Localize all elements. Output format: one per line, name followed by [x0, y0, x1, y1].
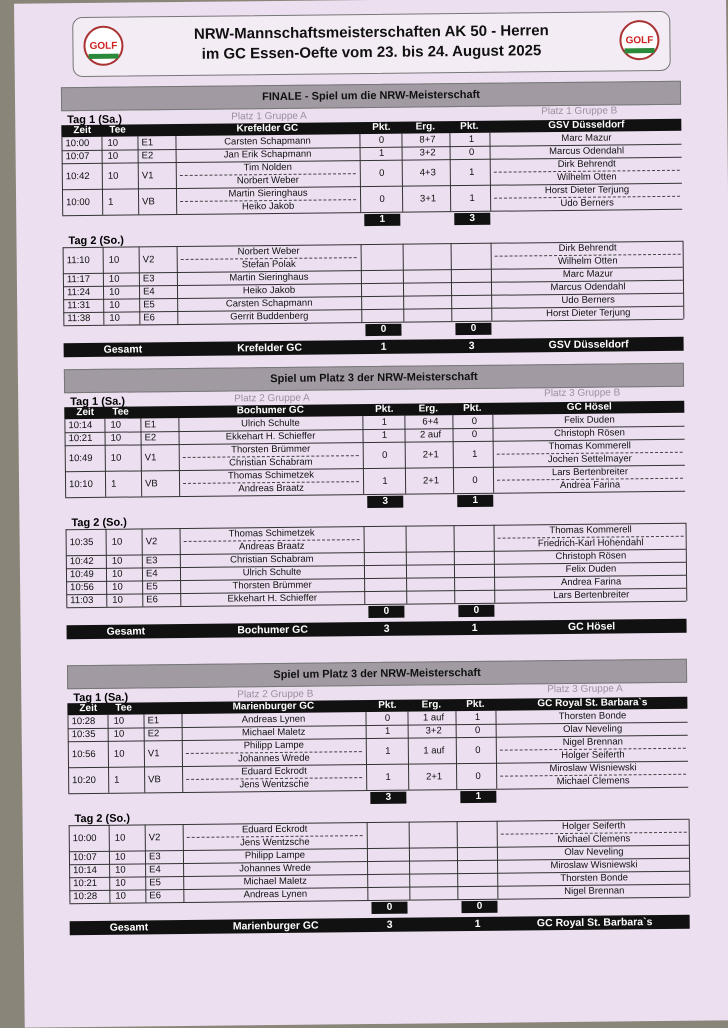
- match-time: 10:00: [65, 137, 90, 150]
- left-player: Philipp Lampe: [244, 849, 306, 862]
- gesamt-right-team: GC Royal St. Barbara`s: [536, 916, 653, 930]
- gesamt-label: Gesamt: [109, 921, 149, 934]
- match-result: 8+7: [419, 134, 436, 146]
- day2-label: Tag 2 (So.): [74, 812, 131, 826]
- game-type: VB: [144, 477, 158, 489]
- zeit-header: Zeit: [73, 124, 92, 137]
- match-section: [61, 81, 684, 357]
- left-team-name: Krefelder GC: [236, 122, 299, 135]
- tee-number: 10: [113, 715, 125, 727]
- match-time: 10:07: [65, 150, 90, 163]
- gesamt-bar: [67, 619, 687, 639]
- left-player: Ulrich Schulte: [241, 417, 300, 430]
- left-points: 0: [378, 134, 385, 146]
- match-result: 1 auf: [422, 712, 445, 724]
- right-player: Marcus Odendahl: [549, 145, 625, 158]
- left-player: Michael Maletz: [241, 726, 306, 739]
- tee-number: 10: [111, 568, 123, 580]
- gesamt-left-team: Marienburger GC: [232, 919, 319, 933]
- logo-text: GOLF: [625, 35, 654, 47]
- right-player: Friedrich-Karl Hohendahl: [537, 537, 644, 550]
- day2-left-total: 0: [365, 324, 401, 336]
- tee-number: 10: [115, 864, 126, 876]
- game-type: E5: [149, 877, 161, 889]
- day2-left-total: 0: [371, 902, 407, 914]
- right-player: Lars Bertenbreiter: [551, 466, 629, 479]
- column-divider: [359, 134, 361, 212]
- right-player: Thomas Kommerell: [548, 440, 631, 453]
- match-time: 11:24: [66, 286, 91, 299]
- game-type: E3: [145, 555, 158, 567]
- tee-number: 10: [114, 832, 126, 844]
- right-points: 0: [468, 146, 475, 158]
- left-points: 0: [382, 449, 388, 461]
- left-points: 1: [385, 771, 391, 783]
- match-result: 2+1: [422, 474, 440, 486]
- match-time: 10:10: [68, 478, 93, 490]
- left-player: Johannes Wrede: [239, 862, 311, 875]
- day2-left-total: 0: [368, 606, 404, 618]
- match-time: 11:31: [67, 299, 91, 312]
- tee-number: 10: [114, 851, 126, 863]
- right-player: Lars Bertenbreiter: [553, 589, 630, 602]
- right-points: 0: [471, 428, 478, 440]
- game-type: E3: [142, 273, 155, 285]
- day1-left-total: 3: [370, 792, 406, 804]
- tee-number: 10: [108, 286, 120, 298]
- right-player: Dirk Behrendt: [558, 242, 617, 255]
- left-player: Ekkehart H. Schieffer: [225, 430, 316, 443]
- tee-number: 10: [115, 890, 127, 902]
- right-points: 1: [472, 448, 478, 460]
- right-player: Olav Neveling: [564, 846, 624, 859]
- right-player: Marc Mazur: [561, 132, 612, 145]
- left-points: 0: [384, 712, 391, 724]
- right-player: Horst Dieter Terjung: [544, 184, 630, 197]
- left-player: Thomas Schimetzek: [228, 527, 315, 540]
- day1-right-total: 3: [454, 213, 490, 225]
- column-divider: [137, 136, 139, 214]
- zeit-header: Zeit: [79, 702, 98, 715]
- column-divider: [683, 241, 685, 319]
- column-divider: [143, 714, 145, 792]
- match-result: 1 auf: [423, 744, 445, 756]
- game-type: E1: [147, 715, 160, 727]
- right-player: Olav Neveling: [563, 723, 623, 736]
- right-player: Michael Clemens: [557, 833, 631, 846]
- column-divider: [362, 416, 364, 494]
- tee-number: 10: [110, 432, 122, 444]
- column-divider: [107, 715, 109, 793]
- game-type: E4: [142, 286, 155, 298]
- left-points: 1: [385, 745, 391, 757]
- day1-right-total: 1: [460, 791, 496, 803]
- tee-number: 10: [111, 536, 123, 548]
- right-points: 0: [475, 744, 481, 756]
- match-result: 3+2: [425, 725, 442, 737]
- right-player: Felix Duden: [565, 563, 617, 575]
- left-points: 1: [378, 147, 385, 159]
- right-player: Thorsten Bonde: [558, 710, 627, 723]
- erg-header: Erg.: [421, 699, 442, 711]
- right-player: Michael Clemens: [556, 775, 630, 788]
- left-player: Martin Sieringhaus: [228, 187, 308, 200]
- left-player: Johannes Wrede: [238, 752, 310, 765]
- right-pkt-header: Pkt.: [460, 120, 479, 133]
- left-pkt-header: Pkt.: [372, 121, 391, 133]
- erg-header: Erg.: [415, 121, 436, 133]
- game-type: E2: [141, 150, 154, 162]
- column-divider: [104, 419, 106, 497]
- gesamt-right-team: GSV Düsseldorf: [548, 338, 629, 352]
- tee-number: 10: [113, 748, 125, 760]
- column-divider: [489, 133, 491, 211]
- column-divider: [140, 418, 142, 496]
- match-time: 10:56: [71, 748, 96, 760]
- right-player: Wilhelm Otten: [556, 171, 617, 184]
- day1-left-total: 1: [364, 214, 400, 226]
- left-seed: Platz 2 Gruppe B: [237, 688, 314, 701]
- tee-number: 1: [114, 774, 120, 786]
- left-player: Andreas Lynen: [241, 713, 306, 726]
- right-player: Andrea Farina: [560, 576, 622, 589]
- match-result: 2+1: [422, 448, 439, 460]
- divider: [67, 715, 69, 793]
- right-player: Miroslaw Wisniewski: [550, 859, 638, 872]
- right-points: 1: [469, 192, 475, 204]
- right-pkt-header: Pkt.: [463, 402, 482, 415]
- right-player: Holger Seiferth: [561, 820, 626, 833]
- left-player: Andreas Braatz: [238, 482, 304, 495]
- match-time: 10:20: [72, 774, 96, 786]
- day2-right-total: 0: [461, 901, 497, 913]
- column-divider: [178, 418, 180, 496]
- game-type: VB: [148, 773, 161, 785]
- match-time: 10:35: [71, 728, 96, 741]
- right-seed: Platz 3 Gruppe B: [544, 387, 621, 400]
- sheet-header: [72, 11, 671, 77]
- gesamt-left-score: 3: [383, 622, 390, 635]
- gesamt-right-score: 1: [474, 917, 481, 930]
- right-player: Jochen Settelmayer: [547, 453, 632, 466]
- match-time: 10:35: [69, 536, 94, 548]
- game-type: V2: [142, 253, 155, 265]
- gesamt-label: Gesamt: [103, 343, 143, 356]
- left-pkt-header: Pkt.: [375, 403, 394, 415]
- left-player: Heiko Jakob: [242, 284, 296, 297]
- tee-number: 10: [112, 594, 123, 606]
- left-player: Michael Maletz: [243, 875, 307, 888]
- match-time: 10:49: [69, 568, 94, 581]
- title-line-1: NRW-Mannschaftsmeisterschaften AK 50 - Herren: [193, 22, 549, 43]
- column-divider: [492, 415, 494, 493]
- game-type: V1: [147, 747, 160, 759]
- left-player: Norbert Weber: [236, 174, 300, 187]
- right-player: Felix Duden: [563, 414, 615, 426]
- tee-header: Tee: [109, 124, 126, 136]
- logo-band: [625, 48, 655, 53]
- left-player: Andreas Lynen: [243, 888, 308, 901]
- left-player: Ulrich Schulte: [242, 566, 302, 579]
- tee-number: 10: [109, 299, 120, 311]
- right-player: Nigel Brennan: [562, 736, 623, 749]
- right-team-name: GC Royal St. Barbara`s: [537, 697, 648, 710]
- left-player: Eduard Eckrodt: [241, 823, 308, 836]
- right-player: Wilhelm Otten: [557, 255, 618, 268]
- tee-number: 10: [111, 555, 123, 567]
- left-seed: Platz 1 Gruppe A: [231, 110, 307, 123]
- gesamt-left-team: Krefelder GC: [237, 341, 303, 355]
- left-team-name: Marienburger GC: [232, 700, 315, 713]
- game-type: VB: [142, 195, 155, 207]
- left-points: 0: [379, 167, 385, 179]
- column-divider: [455, 711, 457, 789]
- day2-label: Tag 2 (So.): [71, 516, 127, 530]
- column-divider: [407, 712, 409, 790]
- match-time: 10:28: [71, 715, 96, 728]
- match-title: FINALE - Spiel um die NRW-Meisterschaft: [61, 81, 681, 111]
- match-time: 10:00: [66, 196, 90, 208]
- game-type: V1: [144, 451, 157, 463]
- gesamt-bar: [64, 337, 684, 357]
- column-divider: [401, 134, 403, 212]
- match-time: 10:49: [68, 452, 93, 464]
- golf-logo-left: [83, 26, 123, 66]
- column-divider: [449, 133, 451, 211]
- left-points: 1: [384, 725, 391, 737]
- right-points: 0: [475, 770, 481, 782]
- game-type: E2: [147, 728, 160, 740]
- left-points: 1: [381, 429, 388, 441]
- title-line-2: im GC Essen-Oefte vom 23. bis 24. August 2025: [201, 42, 542, 63]
- column-divider: [495, 711, 497, 789]
- column-divider: [404, 416, 406, 494]
- right-player: Udo Berners: [560, 197, 614, 210]
- right-player: Christoph Rösen: [555, 550, 627, 563]
- match-time: 10:42: [69, 555, 94, 568]
- left-points: 0: [379, 193, 385, 205]
- day1-right-total: 1: [457, 495, 493, 507]
- game-type: E6: [149, 890, 162, 902]
- right-points: 1: [468, 133, 475, 145]
- left-player: Stefan Polak: [241, 258, 296, 271]
- gesamt-right-score: 3: [468, 339, 475, 352]
- divider: [61, 137, 63, 215]
- tee-number: 10: [115, 877, 126, 889]
- gesamt-right-score: 1: [471, 621, 478, 634]
- match-result: 3+2: [419, 147, 436, 159]
- tee-number: 1: [108, 196, 114, 208]
- gesamt-bar: [70, 915, 690, 935]
- tee-number: 10: [107, 170, 119, 182]
- left-player: Ekkehart H. Schieffer: [227, 592, 318, 605]
- game-type: E3: [148, 851, 161, 863]
- match-time: 10:14: [73, 864, 97, 877]
- right-pkt-header: Pkt.: [466, 698, 485, 711]
- gesamt-right-team: GC Hösel: [567, 620, 616, 633]
- column-divider: [175, 136, 177, 214]
- right-player: Marc Mazur: [562, 268, 614, 280]
- column-divider: [689, 819, 691, 897]
- match-time: 10:28: [73, 890, 98, 903]
- left-player: Thorsten Brümmer: [232, 579, 312, 592]
- right-player: Christoph Rösen: [554, 427, 625, 440]
- left-team-name: Bochumer GC: [236, 404, 304, 417]
- left-player: Gerrit Buddenberg: [230, 310, 309, 323]
- sheet-title: [133, 20, 609, 65]
- tee-number: 10: [108, 273, 120, 285]
- match-time: 10:21: [68, 432, 93, 445]
- left-player: Jens Wentzsche: [239, 778, 310, 791]
- left-player: Norbert Weber: [237, 245, 300, 258]
- game-type: E6: [143, 312, 155, 324]
- column-divider: [365, 712, 367, 790]
- logo-text: GOLF: [89, 40, 118, 52]
- left-player: Heiko Jakob: [241, 200, 295, 213]
- day2-label: Tag 2 (So.): [68, 234, 124, 248]
- day1-label: Tag 1 (Sa.): [67, 113, 123, 127]
- left-player: Martin Sieringhaus: [229, 271, 309, 284]
- game-type: E1: [144, 419, 157, 431]
- left-player: Carsten Schapmann: [224, 135, 311, 148]
- game-type: E1: [141, 137, 154, 149]
- day2-right-total: 0: [458, 605, 494, 617]
- right-seed: Platz 1 Gruppe B: [541, 105, 618, 118]
- right-player: Marcus Odendahl: [550, 281, 626, 294]
- left-player: Carsten Schapmann: [225, 297, 313, 310]
- tee-number: 10: [113, 728, 125, 740]
- left-seed: Platz 2 Gruppe A: [234, 392, 310, 405]
- logo-band: [89, 54, 119, 59]
- right-player: Thomas Kommerell: [549, 524, 632, 537]
- column-divider: [181, 714, 183, 792]
- match-time: 11:38: [67, 312, 91, 325]
- column-divider: [685, 523, 687, 601]
- right-player: Udo Berners: [561, 294, 615, 307]
- golf-logo-right: [619, 20, 659, 60]
- game-type: E6: [146, 594, 158, 606]
- right-team-name: GC Hösel: [566, 401, 612, 413]
- match-time: 10:07: [72, 851, 97, 864]
- right-points: 1: [474, 711, 481, 723]
- tee-header: Tee: [115, 702, 132, 714]
- day1-label: Tag 1 (Sa.): [73, 691, 129, 705]
- left-player: Thorsten Brümmer: [231, 443, 311, 456]
- game-type: V2: [145, 535, 158, 547]
- tee-header: Tee: [112, 406, 129, 418]
- right-team-name: GSV Düsseldorf: [548, 119, 625, 132]
- day1-left-total: 3: [367, 496, 403, 508]
- result-sheet: [14, 0, 728, 1028]
- left-points: 1: [381, 416, 388, 428]
- day1-label: Tag 1 (Sa.): [70, 395, 126, 409]
- match-time: 11:10: [66, 254, 90, 266]
- match-result: 6+4: [422, 416, 439, 428]
- tee-number: 10: [110, 452, 122, 464]
- game-type: E2: [144, 432, 157, 444]
- left-pkt-header: Pkt.: [378, 699, 397, 711]
- right-points: 0: [471, 415, 478, 427]
- right-player: Dirk Behrendt: [557, 158, 616, 171]
- tee-number: 10: [107, 137, 119, 149]
- tee-number: 1: [110, 478, 117, 490]
- left-player: Jens Wentzsche: [239, 836, 310, 849]
- tee-number: 10: [112, 581, 123, 593]
- match-time: 10:56: [70, 581, 94, 594]
- match-result: 4+3: [419, 166, 436, 178]
- right-player: Nigel Brennan: [564, 885, 625, 898]
- right-player: Holger Seiferth: [561, 749, 625, 762]
- divider: [64, 419, 66, 497]
- left-player: Jan Erik Schapmann: [223, 148, 312, 161]
- left-player: Andreas Braatz: [238, 540, 305, 553]
- left-points: 1: [382, 475, 388, 487]
- left-player: Christian Schabram: [229, 456, 313, 469]
- match-result: 2 auf: [419, 429, 442, 441]
- match-time: 11:17: [66, 273, 91, 286]
- right-player: Horst Dieter Terjung: [546, 307, 631, 320]
- tee-number: 10: [110, 419, 122, 431]
- match-time: 11:03: [70, 594, 94, 607]
- gesamt-label: Gesamt: [106, 625, 146, 638]
- right-player: Andrea Farina: [559, 479, 621, 492]
- column-divider: [452, 415, 454, 493]
- erg-header: Erg.: [418, 403, 439, 415]
- right-points: 1: [469, 166, 475, 178]
- match-result: 3+1: [419, 192, 437, 204]
- game-type: V2: [148, 831, 161, 843]
- right-player: Miroslaw Wisniewski: [549, 762, 637, 775]
- right-player: Thorsten Bonde: [560, 872, 629, 885]
- game-type: E4: [149, 864, 161, 876]
- day2-right-total: 0: [455, 323, 491, 335]
- match-title: Spiel um Platz 3 der NRW-Meisterschaft: [64, 363, 684, 393]
- zeit-header: Zeit: [76, 406, 95, 419]
- gesamt-left-score: 3: [386, 918, 393, 931]
- right-points: 0: [474, 724, 481, 736]
- match-time: 10:42: [65, 170, 90, 182]
- left-player: Christian Schabram: [230, 553, 314, 566]
- match-time: 10:14: [68, 419, 93, 432]
- tee-number: 10: [107, 150, 119, 162]
- game-type: E5: [143, 299, 155, 311]
- match-time: 10:00: [72, 832, 97, 844]
- game-type: E4: [145, 568, 158, 580]
- tee-number: 10: [108, 254, 120, 266]
- left-player: Thomas Schimetzek: [227, 469, 315, 482]
- match-section: [64, 363, 687, 639]
- game-type: V1: [141, 169, 154, 181]
- gesamt-left-score: 1: [380, 340, 387, 353]
- match-section: [67, 659, 690, 935]
- left-player: Eduard Eckrodt: [241, 765, 307, 778]
- left-player: Tim Nolden: [243, 161, 292, 174]
- left-player: Philipp Lampe: [243, 739, 304, 752]
- match-result: 2+1: [426, 770, 443, 782]
- tee-number: 10: [109, 312, 120, 324]
- match-title: Spiel um Platz 3 der NRW-Meisterschaft: [67, 659, 687, 689]
- match-time: 10:21: [73, 877, 98, 890]
- gesamt-left-team: Bochumer GC: [237, 623, 308, 637]
- right-points: 0: [472, 474, 478, 486]
- column-divider: [101, 137, 103, 215]
- game-type: E5: [146, 581, 158, 593]
- right-seed: Platz 3 Gruppe A: [547, 683, 623, 696]
